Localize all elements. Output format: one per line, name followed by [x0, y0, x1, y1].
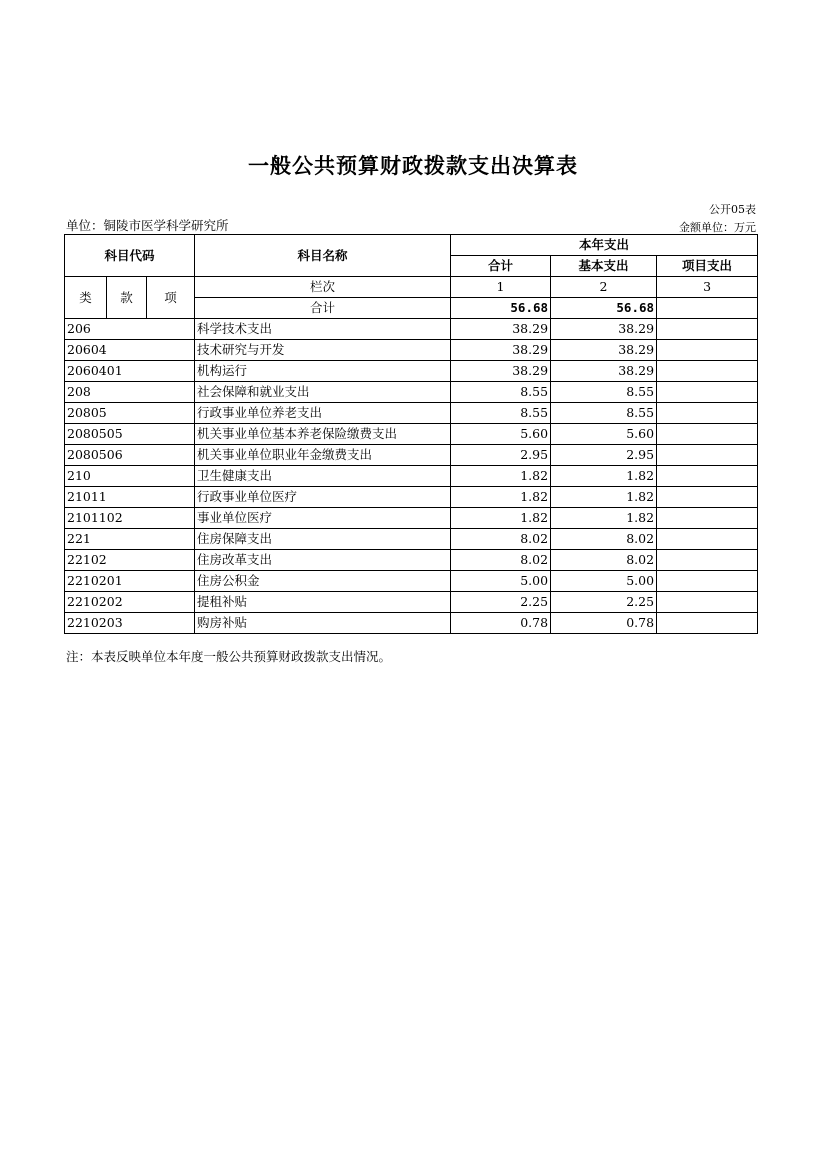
form-number: 公开05表 — [709, 203, 756, 216]
header-col3: 3 — [657, 277, 758, 298]
cell-total: 2.95 — [451, 445, 551, 466]
total-row-project — [657, 298, 758, 319]
cell-basic: 5.60 — [551, 424, 657, 445]
total-row-basic: 56.68 — [551, 298, 657, 319]
cell-project — [657, 529, 758, 550]
cell-total: 1.82 — [451, 508, 551, 529]
cell-name: 机构运行 — [195, 361, 451, 382]
table-row — [65, 529, 758, 550]
cell-total: 38.29 — [451, 340, 551, 361]
table-row — [65, 466, 758, 487]
cell-code: 2080506 — [65, 445, 195, 466]
header-basic: 基本支出 — [551, 256, 657, 277]
table-row — [65, 319, 758, 340]
table-row — [65, 340, 758, 361]
cell-project — [657, 487, 758, 508]
cell-total: 8.02 — [451, 529, 551, 550]
table-row — [65, 487, 758, 508]
table-row — [65, 403, 758, 424]
cell-project — [657, 424, 758, 445]
cell-name: 机关事业单位基本养老保险缴费支出 — [195, 424, 451, 445]
cell-total: 1.82 — [451, 466, 551, 487]
cell-project — [657, 550, 758, 571]
cell-project — [657, 319, 758, 340]
cell-project — [657, 508, 758, 529]
total-row-label: 合计 — [195, 298, 451, 319]
cell-project — [657, 613, 758, 634]
table-row — [65, 424, 758, 445]
cell-code: 20604 — [65, 340, 195, 361]
cell-basic: 38.29 — [551, 319, 657, 340]
header-col1: 1 — [451, 277, 551, 298]
table-row — [65, 361, 758, 382]
cell-code: 2080505 — [65, 424, 195, 445]
table-row — [65, 445, 758, 466]
page-title: 一般公共预算财政拨款支出决算表 — [248, 154, 578, 178]
expense-table — [64, 234, 758, 634]
cell-name: 住房公积金 — [195, 571, 451, 592]
cell-total: 1.82 — [451, 487, 551, 508]
cell-basic: 2.25 — [551, 592, 657, 613]
cell-name: 社会保障和就业支出 — [195, 382, 451, 403]
cell-name: 提租补贴 — [195, 592, 451, 613]
header-total: 合计 — [451, 256, 551, 277]
cell-code: 2101102 — [65, 508, 195, 529]
money-unit-label: 金额单位：万元 — [679, 221, 756, 234]
table-row — [65, 592, 758, 613]
cell-name: 事业单位医疗 — [195, 508, 451, 529]
cell-basic: 8.02 — [551, 550, 657, 571]
cell-project — [657, 571, 758, 592]
cell-project — [657, 361, 758, 382]
cell-project — [657, 466, 758, 487]
table-row — [65, 613, 758, 634]
cell-project — [657, 340, 758, 361]
cell-name: 行政事业单位医疗 — [195, 487, 451, 508]
total-row-total: 56.68 — [451, 298, 551, 319]
cell-total: 0.78 — [451, 613, 551, 634]
table-row — [65, 550, 758, 571]
table-row — [65, 571, 758, 592]
header-col-label: 栏次 — [195, 277, 451, 298]
cell-name: 机关事业单位职业年金缴费支出 — [195, 445, 451, 466]
cell-code: 2060401 — [65, 361, 195, 382]
cell-basic: 1.82 — [551, 508, 657, 529]
header-year-expense: 本年支出 — [451, 235, 758, 256]
footnote: 注：本表反映单位本年度一般公共预算财政拨款支出情况。 — [66, 649, 392, 664]
cell-code: 20805 — [65, 403, 195, 424]
cell-basic: 5.00 — [551, 571, 657, 592]
header-name: 科目名称 — [195, 235, 451, 277]
table-row — [65, 382, 758, 403]
header-code: 科目代码 — [65, 235, 195, 277]
cell-basic: 0.78 — [551, 613, 657, 634]
header-project: 项目支出 — [657, 256, 758, 277]
header-lei: 类 — [65, 277, 107, 319]
cell-total: 38.29 — [451, 361, 551, 382]
cell-name: 住房改革支出 — [195, 550, 451, 571]
cell-basic: 38.29 — [551, 361, 657, 382]
cell-code: 2210203 — [65, 613, 195, 634]
unit-label: 单位：铜陵市医学科学研究所 — [66, 218, 229, 233]
cell-code: 21011 — [65, 487, 195, 508]
cell-code: 208 — [65, 382, 195, 403]
cell-total: 8.55 — [451, 382, 551, 403]
header-xiang: 项 — [147, 277, 195, 319]
header-kuan: 款 — [107, 277, 147, 319]
cell-total: 2.25 — [451, 592, 551, 613]
cell-name: 卫生健康支出 — [195, 466, 451, 487]
cell-project — [657, 445, 758, 466]
cell-total: 8.02 — [451, 550, 551, 571]
cell-code: 206 — [65, 319, 195, 340]
cell-name: 行政事业单位养老支出 — [195, 403, 451, 424]
cell-basic: 1.82 — [551, 466, 657, 487]
cell-basic: 1.82 — [551, 487, 657, 508]
cell-name: 技术研究与开发 — [195, 340, 451, 361]
header-col2: 2 — [551, 277, 657, 298]
cell-name: 住房保障支出 — [195, 529, 451, 550]
cell-code: 2210202 — [65, 592, 195, 613]
cell-total: 8.55 — [451, 403, 551, 424]
cell-basic: 8.55 — [551, 382, 657, 403]
cell-basic: 38.29 — [551, 340, 657, 361]
cell-total: 5.60 — [451, 424, 551, 445]
cell-project — [657, 592, 758, 613]
cell-code: 22102 — [65, 550, 195, 571]
cell-code: 210 — [65, 466, 195, 487]
cell-project — [657, 382, 758, 403]
cell-code: 2210201 — [65, 571, 195, 592]
cell-name: 科学技术支出 — [195, 319, 451, 340]
cell-name: 购房补贴 — [195, 613, 451, 634]
cell-total: 5.00 — [451, 571, 551, 592]
cell-total: 38.29 — [451, 319, 551, 340]
cell-code: 221 — [65, 529, 195, 550]
cell-basic: 8.55 — [551, 403, 657, 424]
cell-basic: 8.02 — [551, 529, 657, 550]
table-row — [65, 508, 758, 529]
cell-basic: 2.95 — [551, 445, 657, 466]
cell-project — [657, 403, 758, 424]
